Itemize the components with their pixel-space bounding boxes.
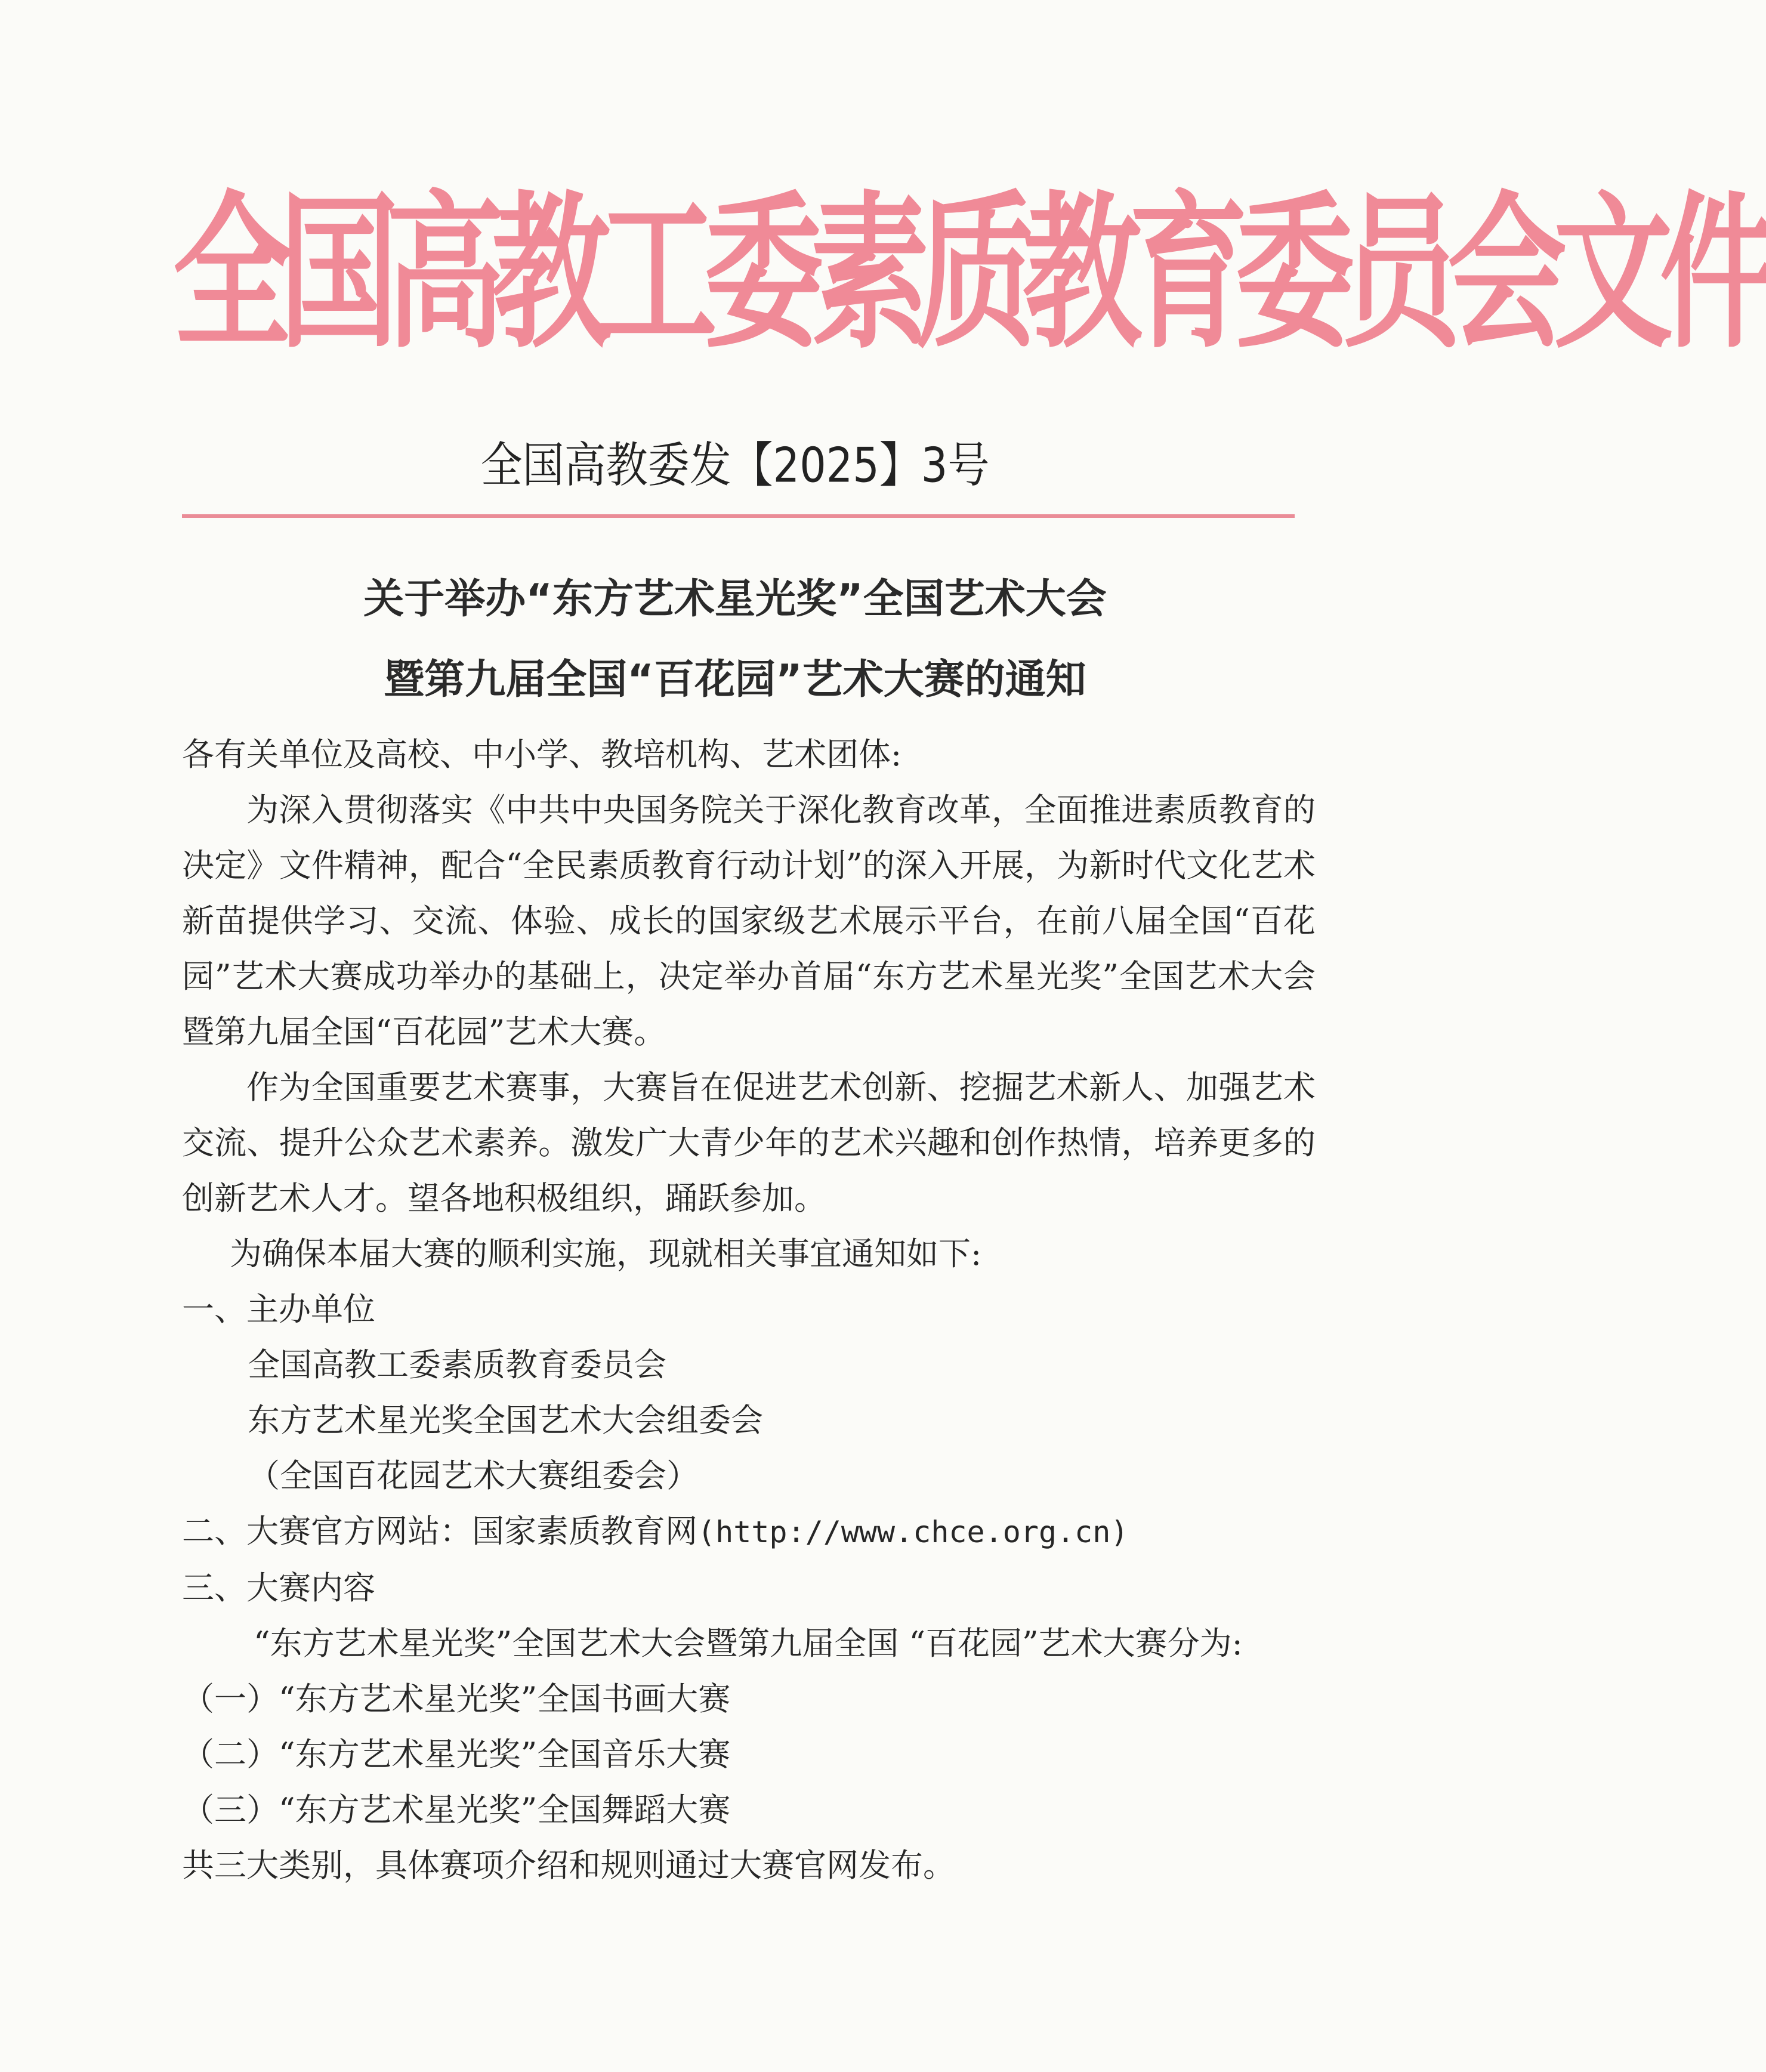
notice-title-line-2: 暨第九届全国“百花园”艺术大赛的通知 [384,656,1086,703]
notice-title-line-1: 关于举办“东方艺术星光奖”全国艺术大会 [363,576,1107,623]
section-1-heading: 一、主办单位 [182,1290,375,1328]
section-3-intro: “东方艺术星光奖”全国艺术大会暨第九届全国 “百花园”艺术大赛分为: [254,1625,1243,1662]
section-2-heading: 二、大赛官方网站：国家素质教育网 [182,1512,697,1550]
paragraph-goals: 作为全国重要艺术赛事，大赛旨在促进艺术创新、挖掘艺术新人、加强艺术交流、提升公众艺术素养。激发广大青少年的艺术兴趣和创作热情，培养更多的创新艺术人才。望各地积极组织，踊跃参加。 [182,1069,1316,1217]
section-2-line [182,1503,1316,1560]
document-number: 全国高教委发【2025】3号 [480,437,990,494]
organizer-2: 东方艺术星光奖全国艺术大会组委会 [248,1401,763,1439]
paragraph-intro-items: 为确保本届大赛的顺利实施，现就相关事宜通知如下: [230,1235,982,1273]
masthead-title: 全国高教工委素质教育委员会文件 [173,177,1766,372]
paragraph-purpose: 为深入贯彻落实《中共中央国务院关于深化教育改革，全面推进素质教育的决定》文件精神，配合“全民素质教育行动计划”的深入开展，为新时代文化艺术新苗提供学习、交流、体验、成长的国家级艺术展示平台，在前八届全国“百花园”艺术大赛成功举办的基础上，决定举办首届“东方艺术星光奖”全国艺术大会暨第九届全国“百花园”艺术大赛。 [182,791,1316,1051]
section-3-closing: 共三大类别，具体赛项介绍和规则通过大赛官网发布。 [182,1846,955,1884]
official-website-url: (http://www.chce.org.cn) [697,1515,1129,1549]
contest-item-1: （一）“东方艺术星光奖”全国书画大赛 [182,1680,731,1718]
section-3-heading: 三、大赛内容 [182,1569,375,1607]
notice-body [182,727,1316,1893]
contest-item-2: （二）“东方艺术星光奖”全国音乐大赛 [182,1736,731,1773]
organizer-3: （全国百花园艺术大赛组委会） [248,1457,699,1494]
salutation: 各有关单位及高校、中小学、教培机构、艺术团体: [182,736,902,773]
red-divider-rule [182,514,1295,518]
contest-item-3: （三）“东方艺术星光奖”全国舞蹈大赛 [182,1791,731,1829]
organizer-1: 全国高教工委素质教育委员会 [248,1346,666,1384]
